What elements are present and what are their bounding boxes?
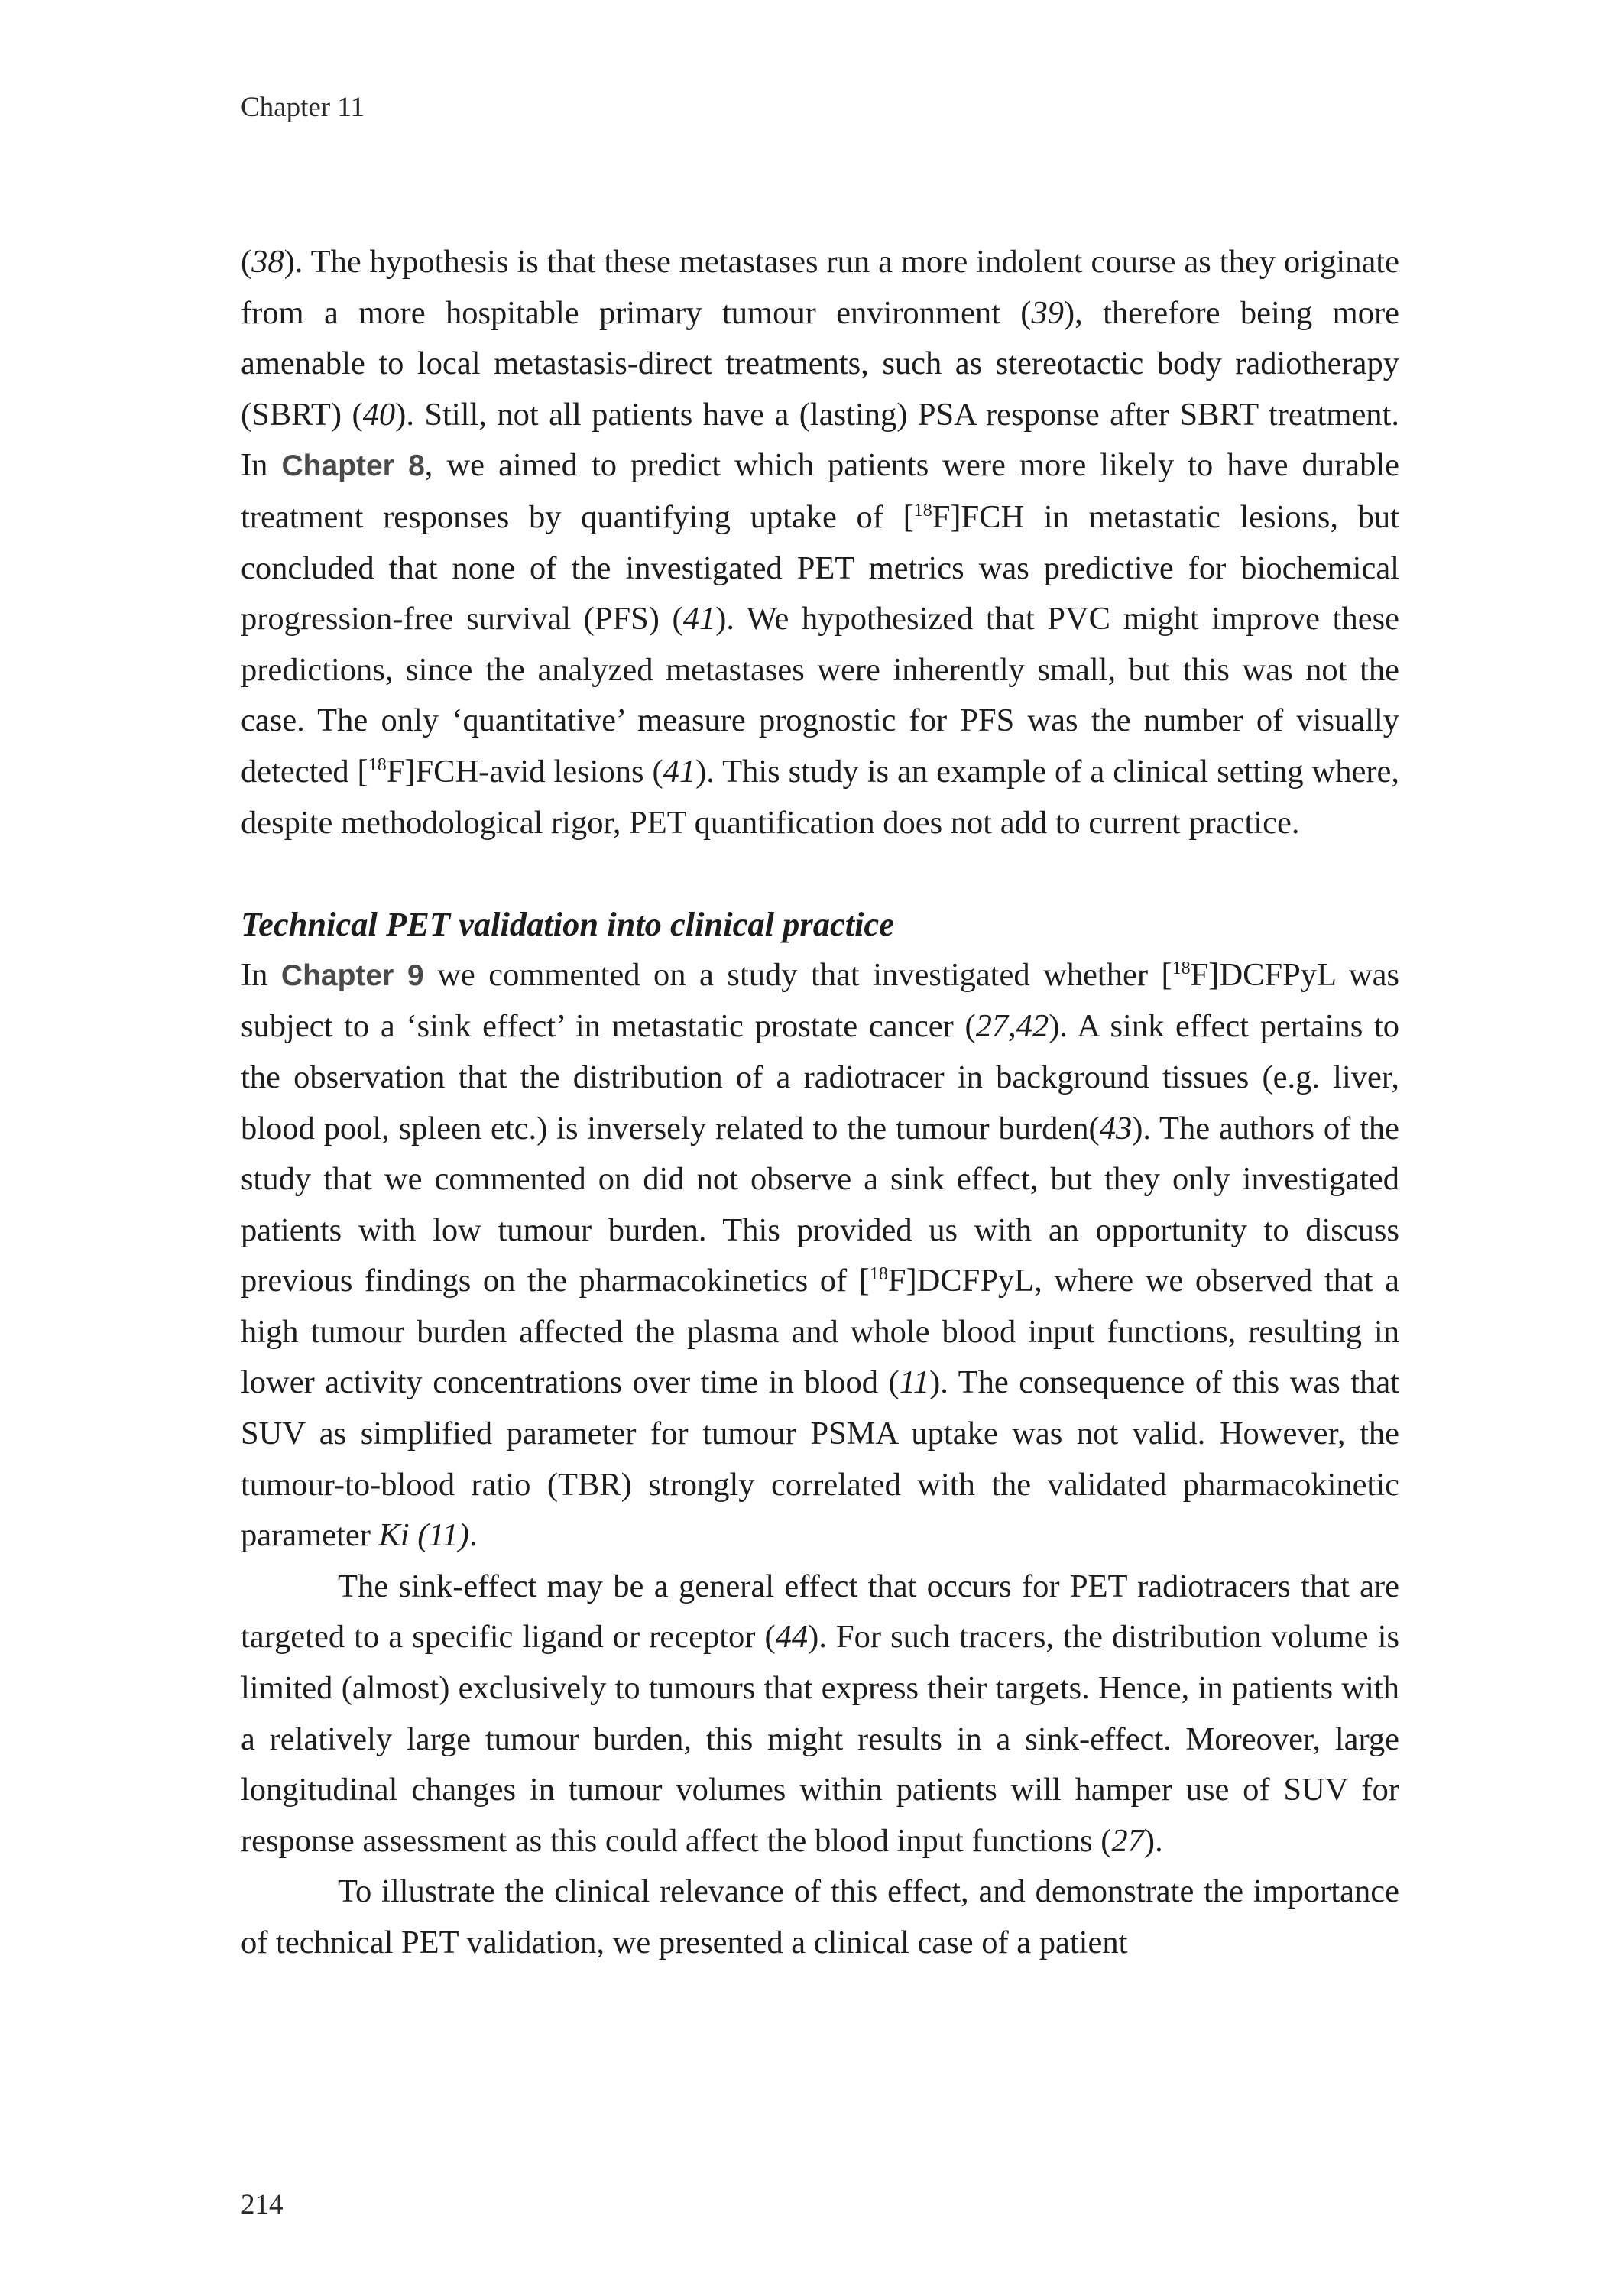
citation-ref: 41 <box>682 601 716 637</box>
text-run: In <box>241 956 281 993</box>
paragraph-sink-effect <box>241 950 1399 1562</box>
text-run: F]FCH in metastatic lesions, but concluded that none of the investigated PET metrics was predictive for biochemical progression-free survival (PFS) ( <box>241 498 1399 637</box>
citation-ref: 27 <box>1111 1822 1144 1859</box>
running-head: Chapter 11 <box>241 92 365 123</box>
text-run: The sink-effect may be a general effect that occurs for PET radiotracers that are targeted to a specific ligand or receptor ( <box>241 1568 1399 1656</box>
text-run: ). The hypothesis is that these metastases run a more indolent course as they originate from a more hospitable primary tumour environment ( <box>241 244 1399 331</box>
citation-ref: 11 <box>899 1364 930 1401</box>
citation-ref: 38 <box>251 244 284 280</box>
text-run: ). A sink effect pertains to the observation that the distribution of a radiotracer in background tissues (e.g. liver, blood pool, spleen etc.) is inversely related to the tumour burden( <box>241 1008 1400 1146</box>
citation-ref: 27,42 <box>975 1008 1049 1045</box>
page-number: 214 <box>241 2189 284 2220</box>
paragraph-general-sink-effect <box>241 1562 1399 1867</box>
text-run: ). This study is an example of a clinical setting where, despite methodological rigor, PET quantification does not add to current practice. <box>241 753 1399 841</box>
text-run: , we aimed to predict which patients were more likely to have durable treatment responses by quantifying uptake of [ <box>241 447 1399 535</box>
text-run: To illustrate the clinical relevance of this effect, and demonstrate the importance of technical PET validation, we presented a clinical case of a patient <box>241 1873 1399 1961</box>
text-run: ). Still, not all patients have a (lasting) PSA response after SBRT treatment. In <box>241 396 1399 484</box>
isotope-superscript: 18 <box>1172 958 1191 978</box>
text-run: ). The authors of the study that we commented on did not observe a sink effect, but they only investigated patients with low tumour burden. This provided us with an opportunity to discuss previous findings on the pharmacokinetics of [ <box>241 1110 1399 1299</box>
text-run: ). We hypothesized that PVC might improve these predictions, since the analyzed metastases were inherently small, but this was not the case. The only ‘quantitative’ measure prognostic for PFS was the number of visually detected [ <box>241 601 1399 790</box>
isotope-superscript: 18 <box>368 754 387 775</box>
section-spacer <box>241 848 1399 899</box>
section-heading: Technical PET validation into clinical practice <box>241 905 894 944</box>
text-run: F]DCFPyL, where we observed that a high tumour burden affected the plasma and whole blood input functions, resulting in lower activity concentrations over time in blood ( <box>241 1263 1400 1401</box>
text-run: ). <box>1143 1822 1163 1859</box>
text-run: ). For such tracers, the distribution volume is limited (almost) exclusively to tumours that express their targets. Hence, in patients with a relatively large tumour burden, this might results in a sink-effect. Moreover, large longitudinal changes in tumour volumes within patients will hamper use of SUV for response assessment as this could affect the blood input functions ( <box>241 1619 1399 1859</box>
text-run: ( <box>241 244 252 280</box>
text-run: we commented on a study that investigated whether [ <box>423 956 1172 993</box>
citation-ref: 40 <box>362 396 396 433</box>
text-run: F]DCFPyL was subject to a ‘sink effect’ in metastatic prostate cancer ( <box>241 956 1399 1045</box>
chapter-9-reference: Chapter 9 <box>280 958 424 992</box>
citation-ref: 39 <box>1031 294 1064 331</box>
isotope-superscript: 18 <box>869 1264 888 1285</box>
citation-ref: 41 <box>663 753 696 790</box>
body-text <box>241 237 1399 1969</box>
ki-parameter: Ki (11) <box>378 1517 469 1554</box>
text-run: ). The consequence of this was that SUV as simplified parameter for tumour PSMA uptake was not valid. However, the tumour-to-blood ratio (TBR) strongly correlated with the validated pharmacokinetic parameter <box>241 1364 1399 1554</box>
paragraph-clinical-case <box>241 1867 1399 1968</box>
paragraph-metastases-sbrt <box>241 237 1399 848</box>
text-run: . <box>468 1517 478 1554</box>
text-run: ), therefore being more amenable to local metastasis-direct treatments, such as stereotactic body radiotherapy (SBRT) ( <box>241 294 1399 433</box>
chapter-8-reference: Chapter 8 <box>281 449 425 483</box>
isotope-superscript: 18 <box>913 500 932 521</box>
citation-ref: 43 <box>1099 1110 1133 1146</box>
text-run: F]FCH-avid lesions ( <box>386 753 663 790</box>
citation-ref: 44 <box>775 1619 809 1656</box>
